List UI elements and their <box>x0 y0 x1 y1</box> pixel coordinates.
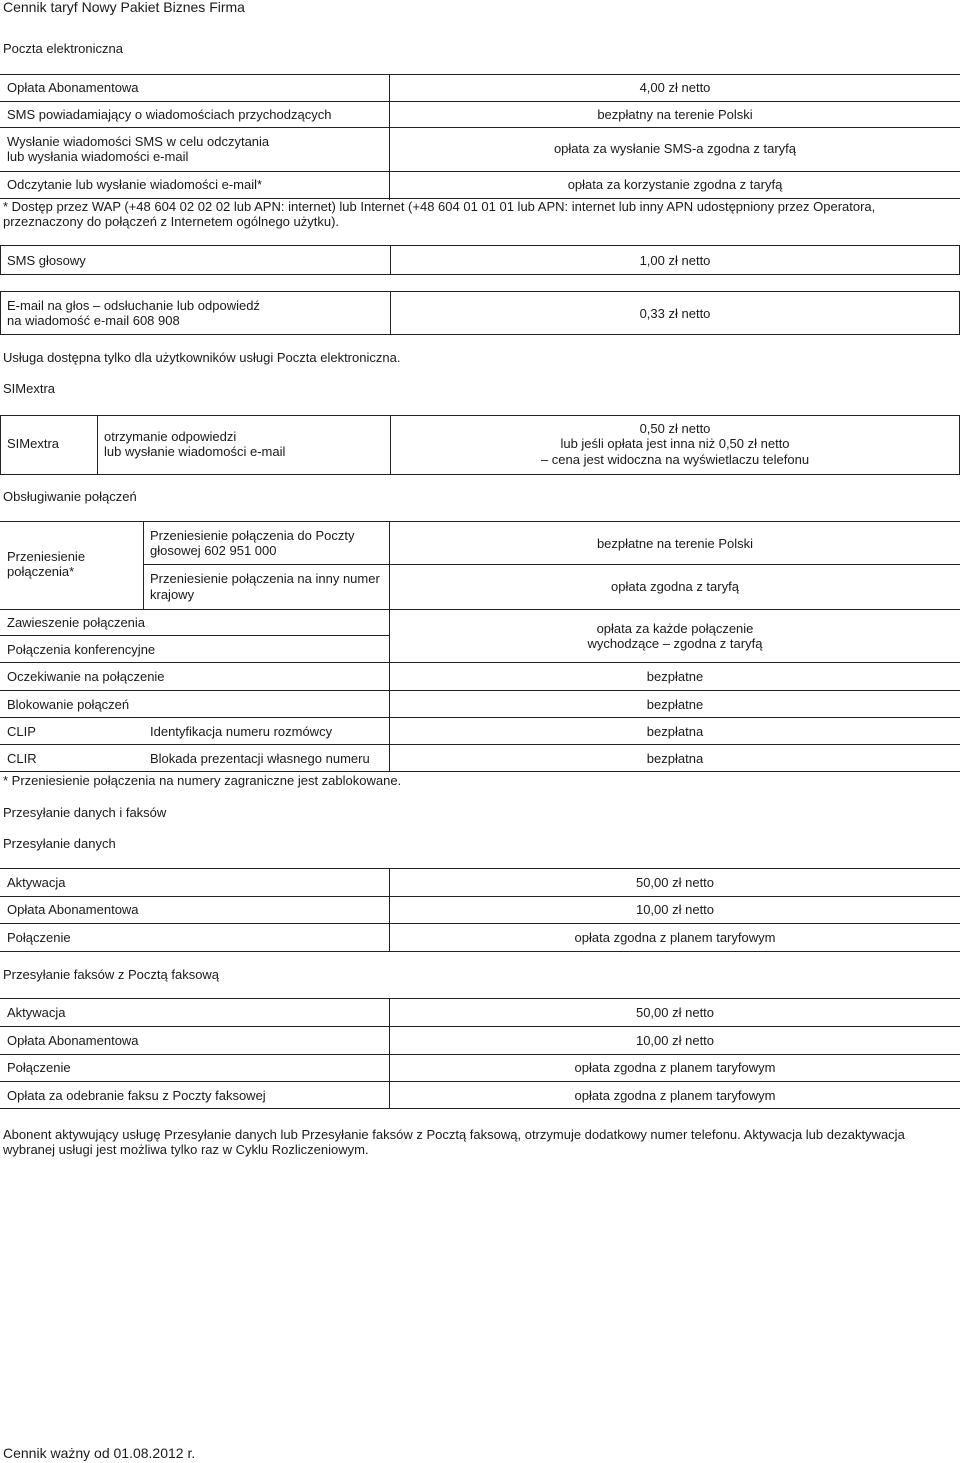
fax-subscription-value: 10,00 zł netto <box>635 1033 715 1048</box>
hold-conference-value-line2: wychodzące – zgodna z taryfą <box>587 636 763 651</box>
email-voice-value: 0,33 zł netto <box>639 306 711 321</box>
table-rule <box>0 690 960 691</box>
data-connection-label: Połączenie <box>7 930 71 945</box>
forward-other-line2: krajowy <box>150 587 195 602</box>
fax-receive-value: opłata zgodna z planem taryfowym <box>574 1088 776 1103</box>
simextra-price-line2: lub jeśli opłata jest inna niż 0,50 zł netto <box>560 436 790 451</box>
table-rule <box>0 521 960 522</box>
table-rule <box>0 1081 960 1082</box>
call-blocking-value: bezpłatne <box>646 697 704 712</box>
table-rule <box>0 635 390 636</box>
table-rule <box>0 171 960 172</box>
simextra-label: SIMextra <box>7 436 60 451</box>
simextra-desc-line2: lub wysłanie wiadomości e-mail <box>104 444 286 459</box>
call-forward-label-line1: Przeniesienie <box>7 549 86 564</box>
clip-label: CLIP <box>7 724 36 739</box>
table-rule <box>0 662 960 663</box>
simextra-desc-line1: otrzymanie odpowiedzi <box>104 429 237 444</box>
table-rule <box>0 717 960 718</box>
call-waiting-label: Oczekiwanie na połączenie <box>7 669 165 684</box>
calls-footnote: * Przeniesienie połączenia na numery zagraniczne jest zablokowane. <box>3 773 402 788</box>
sms-voice-label: SMS głosowy <box>7 253 86 268</box>
table-rule <box>0 1054 960 1055</box>
transfer-note: Abonent aktywujący usługę Przesyłanie danych lub Przesyłanie faksów z Pocztą faksową, otrzymuje dodatkowy numer telefonu. Aktywacja lub dezaktywacja wybranej usługi jest możliwa tylko raz w Cyklu Rozliczeniowym. <box>3 1127 905 1157</box>
table-column-divider <box>143 521 144 609</box>
table-rule <box>0 951 960 952</box>
table-rule <box>143 564 960 565</box>
table-rule <box>0 609 960 610</box>
table-rule <box>0 1026 960 1027</box>
email-subscription-label: Opłata Abonamentowa <box>7 80 139 95</box>
clir-desc: Blokada prezentacji własnego numeru <box>150 751 370 766</box>
data-activation-label: Aktywacja <box>7 875 66 890</box>
email-voice-label-line2: na wiadomość e-mail 608 908 <box>7 313 180 328</box>
table-rule <box>0 101 960 102</box>
data-subscription-value: 10,00 zł netto <box>635 902 715 917</box>
fax-connection-label: Połączenie <box>7 1060 71 1075</box>
table-rule <box>0 744 960 745</box>
email-subscription-value: 4,00 zł netto <box>639 80 711 95</box>
simextra-price-line1: 0,50 zł netto <box>639 421 711 436</box>
simextra-price-line3: – cena jest widoczna na wyświetlaczu telefonu <box>540 452 810 467</box>
email-footnote: * Dostęp przez WAP (+48 604 02 02 02 lub APN: internet) lub Internet (+48 604 01 01 01 lub APN: internet lub inny APN udostępniony przez Operatora, przeznaczony do połączeń z Internetem ogólnego użytku). <box>3 199 876 229</box>
clir-value: bezpłatna <box>646 751 704 766</box>
conference-call-label: Połączenia konferencyjne <box>7 642 156 657</box>
data-connection-value: opłata zgodna z planem taryfowym <box>574 930 776 945</box>
email-sms-notify-label: SMS powiadamiający o wiadomościach przychodzących <box>7 107 332 122</box>
data-activation-value: 50,00 zł netto <box>635 875 715 890</box>
forward-other-value: opłata zgodna z taryfą <box>611 579 739 594</box>
table-rule <box>0 998 960 999</box>
validity-footer: Cennik ważny od 01.08.2012 r. <box>3 1445 196 1461</box>
forward-voicemail-line2: głosowej 602 951 000 <box>150 543 277 558</box>
fax-receive-label: Opłata za odebranie faksu z Poczty faksowej <box>7 1088 266 1103</box>
email-sms-notify-value: bezpłatny na terenie Polski <box>597 107 753 122</box>
call-waiting-value: bezpłatne <box>646 669 704 684</box>
fax-activation-label: Aktywacja <box>7 1005 66 1020</box>
table-rule <box>0 923 960 924</box>
clir-label: CLIR <box>7 751 37 766</box>
fax-activation-value: 50,00 zł netto <box>635 1005 715 1020</box>
transfer-section-heading: Przesyłanie danych i faksów <box>3 805 167 820</box>
email-sms-send-label-line2: lub wysłania wiadomości e-mail <box>7 149 189 164</box>
call-hold-label: Zawieszenie połączenia <box>7 615 146 630</box>
sms-voice-value: 1,00 zł netto <box>639 253 711 268</box>
email-read-send-label: Odczytanie lub wysłanie wiadomości e-mail* <box>7 177 263 192</box>
table-rule <box>0 127 960 128</box>
fax-transfer-heading: Przesyłanie faksów z Pocztą faksową <box>3 967 220 982</box>
hold-conference-value-line1: opłata za każde połączenie <box>596 621 754 636</box>
email-sms-send-label-line1: Wysłanie wiadomości SMS w celu odczytania <box>7 134 270 149</box>
call-forward-label-line2: połączenia* <box>7 564 75 579</box>
forward-other-line1: Przeniesienie połączenia na inny numer <box>150 571 380 586</box>
table-rule <box>0 771 960 772</box>
table-rule <box>0 896 960 897</box>
email-voice-label-line1: E-mail na głos – odsłuchanie lub odpowiedź <box>7 298 260 313</box>
table-rule <box>0 74 960 75</box>
table-rule <box>0 868 960 869</box>
clip-value: bezpłatna <box>646 724 704 739</box>
data-subscription-label: Opłata Abonamentowa <box>7 902 139 917</box>
calls-section-heading: Obsługiwanie połączeń <box>3 489 137 504</box>
table-rule <box>0 1108 960 1109</box>
fax-subscription-label: Opłata Abonamentowa <box>7 1033 139 1048</box>
forward-voicemail-value: bezpłatne na terenie Polski <box>596 536 754 551</box>
email-read-send-value: opłata za korzystanie zgodna z taryfą <box>567 177 783 192</box>
data-transfer-heading: Przesyłanie danych <box>3 836 116 851</box>
clip-desc: Identyfikacja numeru rozmówcy <box>150 724 333 739</box>
call-blocking-label: Blokowanie połączeń <box>7 697 130 712</box>
email-section-heading: Poczta elektroniczna <box>3 41 123 56</box>
simextra-section-heading: SIMextra <box>3 381 56 396</box>
email-availability-note: Usługa dostępna tylko dla użytkowników usługi Poczta elektroniczna. <box>3 350 401 365</box>
forward-voicemail-line1: Przeniesienie połączenia do Poczty <box>150 528 355 543</box>
page-title: Cennik taryf Nowy Pakiet Biznes Firma <box>3 0 245 15</box>
email-sms-send-value: opłata za wysłanie SMS-a zgodna z taryfą <box>553 141 797 156</box>
fax-connection-value: opłata zgodna z planem taryfowym <box>574 1060 776 1075</box>
